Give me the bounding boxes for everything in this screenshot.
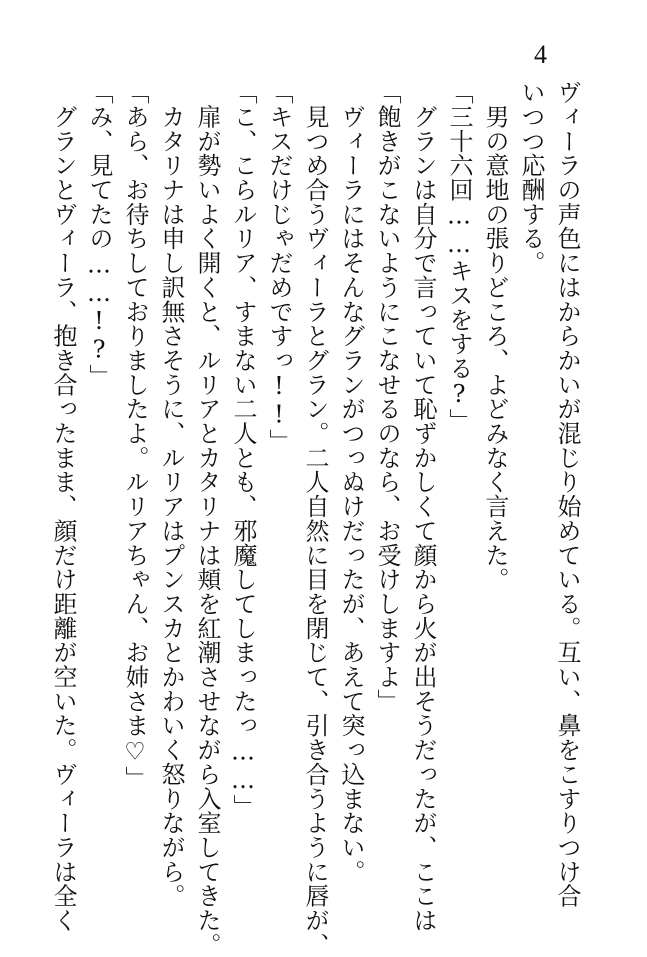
text-column-10: 「こ、こらルリア、すまない二人とも、邪魔してしまったっ……」 [229, 80, 257, 819]
text-column-4: 「三十六回……キスをする?」 [445, 80, 473, 433]
text-column-3: 男の意地の張りどころ、よどみなく言えた。 [481, 80, 509, 592]
text-column-2: いつつ応酬する。 [517, 80, 545, 275]
text-column-11: 扉が勢いよく開くと、ルリアとカタリナは頬を紅潮させながら入室してきた。 [193, 80, 221, 957]
text-column-13: 「あら、お待ちしておりましたよ。ルリアちゃん、お姉さま♡」 [121, 80, 149, 791]
text-column-5: グランは自分で言っていて恥ずかしくて顔から火が出そうだったが、ここは [409, 80, 437, 933]
text-column-6: 「飽きがこないようにこなせるのなら、お受けしますよ」 [373, 80, 401, 714]
vertical-text-body [49, 80, 582, 957]
text-column-1: ヴィーラの声色にはからかいが混じり始めている。互い、鼻をこすりつけ合 [553, 80, 581, 908]
text-column-7: ヴィーラにはそんなグランがつっぬけだったが、あえて突っ込まない。 [337, 80, 365, 884]
text-column-12: カタリナは申し訳無さそうに、ルリアはプンスカとかわいく怒りながら。 [157, 80, 185, 908]
text-column-8: 見つめ合うヴィーラとグラン。二人自然に目を閉じて、引き合うように唇が、 [301, 80, 329, 957]
page-number: 4 [534, 40, 547, 69]
text-column-15: グランとヴィーラ、抱き合ったまま、顔だけ距離が空いた。ヴィーラは全く [49, 80, 77, 933]
text-column-14: 「み、見てたの……!?」 [85, 80, 113, 389]
text-column-9: 「キスだけじゃだめですっ!!」 [265, 80, 293, 454]
